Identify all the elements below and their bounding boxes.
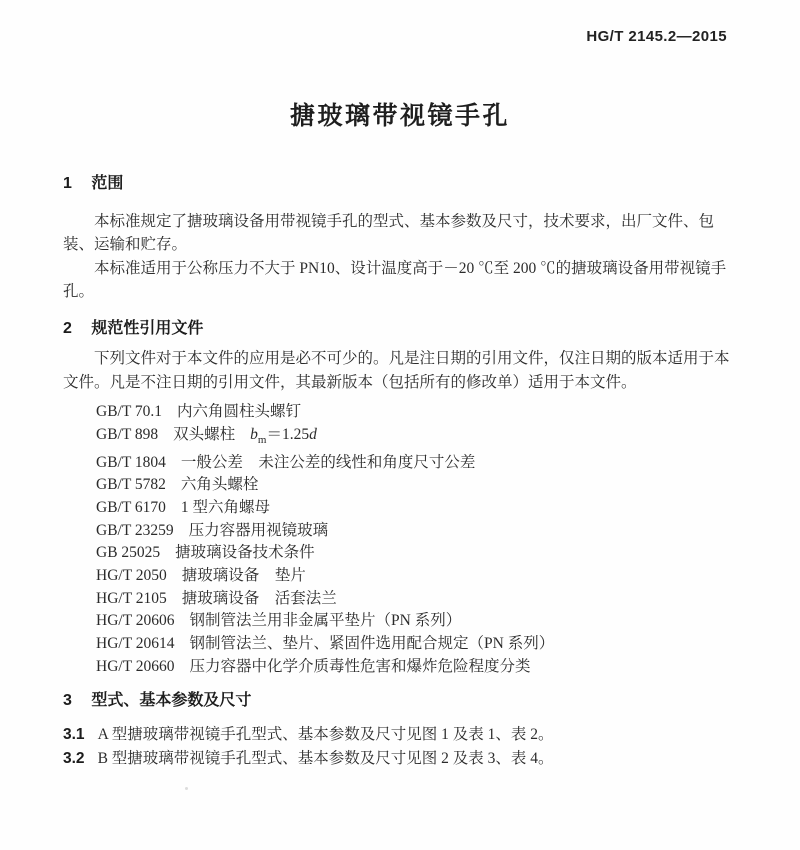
section-scope-heading bbox=[63, 172, 743, 196]
reference-title: 1 型六角螺母 bbox=[180, 498, 271, 516]
reference-item bbox=[96, 588, 743, 611]
reference-code: GB/T 898 bbox=[96, 425, 159, 443]
reference-item bbox=[96, 565, 743, 588]
clause-3-1 bbox=[63, 723, 743, 747]
section-number: 1 bbox=[63, 175, 72, 192]
clause-text: A 型搪玻璃带视镜手孔型式、基本参数及尺寸见图 1 及表 1、表 2。 bbox=[97, 726, 554, 744]
reference-item bbox=[96, 520, 743, 543]
reference-item bbox=[96, 542, 743, 565]
reference-item bbox=[96, 497, 743, 520]
reference-title: 压力容器中化学介质毒性危害和爆炸危险程度分类 bbox=[189, 657, 531, 675]
reference-code: GB/T 1804 bbox=[96, 453, 166, 471]
section-title: 型式、基本参数及尺寸 bbox=[91, 691, 252, 709]
reference-code: HG/T 20606 bbox=[96, 612, 175, 630]
reference-code: GB 25025 bbox=[96, 544, 161, 562]
reference-title: 双头螺柱 bbox=[173, 425, 236, 443]
reference-title: 压力容器用视镜玻璃 bbox=[188, 521, 329, 539]
reference-code: HG/T 20660 bbox=[96, 657, 175, 675]
clause-text: B 型搪玻璃带视镜手孔型式、基本参数及尺寸见图 2 及表 3、表 4。 bbox=[97, 750, 554, 768]
section-number: 3 bbox=[63, 691, 72, 709]
reference-code: HG/T 2105 bbox=[96, 589, 167, 607]
scope-paragraph: 本标准规定了搪玻璃设备用带视镜手孔的型式、基本参数及尺寸，技术要求，出厂文件、包装、运输和贮存。 bbox=[63, 212, 715, 253]
clause-number: 3.2 bbox=[63, 750, 85, 768]
clause-list bbox=[63, 723, 743, 771]
reference-title: 搪玻璃设备 活套法兰 bbox=[181, 589, 337, 607]
reference-code: HG/T 20614 bbox=[96, 635, 175, 653]
reference-title: 钢制管法兰、垫片、紧固件选用配合规定（PN 系列） bbox=[189, 635, 555, 653]
section-references-heading bbox=[63, 317, 743, 341]
reference-item bbox=[96, 452, 743, 475]
reference-title: 六角头螺栓 bbox=[180, 476, 259, 494]
document-body bbox=[63, 172, 743, 771]
section-title: 范围 bbox=[91, 175, 124, 192]
clause-3-2 bbox=[63, 747, 743, 771]
standard-number: HG/T 2145.2—2015 bbox=[586, 28, 727, 45]
scan-speck bbox=[185, 787, 188, 790]
reference-item bbox=[96, 633, 743, 656]
reference-title: 搪玻璃设备 垫片 bbox=[181, 567, 306, 585]
reference-item bbox=[96, 656, 743, 679]
section-number: 2 bbox=[63, 319, 72, 337]
reference-code: HG/T 2050 bbox=[96, 567, 167, 585]
reference-code: GB/T 70.1 bbox=[96, 403, 163, 420]
reference-item bbox=[96, 424, 743, 452]
reference-title: 一般公差 未注公差的线性和角度尺寸公差 bbox=[180, 453, 476, 471]
clause-number: 3.1 bbox=[63, 726, 85, 744]
scope-paragraph: 本标准适用于公称压力不大于 PN10、设计温度高于－20 ℃至 200 ℃的搪玻璃设备用带视镜手孔。 bbox=[63, 259, 727, 300]
formula-subscript: m bbox=[257, 433, 267, 446]
formula-variable: b bbox=[250, 425, 258, 443]
document-title: 搪玻璃带视镜手孔 bbox=[289, 102, 510, 130]
reference-title: 钢制管法兰用非金属平垫片（PN 系列） bbox=[189, 612, 462, 630]
reference-item bbox=[96, 610, 743, 633]
references-intro-paragraph: 下列文件对于本文件的应用是必不可少的。凡是注日期的引用文件，仅注日期的版本适用于本文件。凡是不注日期的引用文件，其最新版本（包括所有的修改单）适用于本文件。 bbox=[63, 350, 730, 391]
formula-equation: ＝1.25 bbox=[266, 425, 310, 443]
reference-item bbox=[96, 474, 743, 497]
reference-title: 搪玻璃设备技术条件 bbox=[175, 544, 315, 562]
reference-title: 内六角圆柱头螺钉 bbox=[177, 403, 302, 420]
reference-list bbox=[63, 401, 743, 679]
section-types-heading bbox=[63, 689, 743, 713]
reference-code: GB/T 6170 bbox=[96, 498, 166, 516]
reference-code: GB/T 23259 bbox=[96, 521, 174, 539]
section-title: 规范性引用文件 bbox=[91, 319, 204, 337]
formula-variable: d bbox=[309, 425, 317, 443]
reference-item bbox=[96, 401, 743, 424]
reference-code: GB/T 5782 bbox=[96, 476, 166, 494]
reference-formula bbox=[250, 425, 317, 446]
